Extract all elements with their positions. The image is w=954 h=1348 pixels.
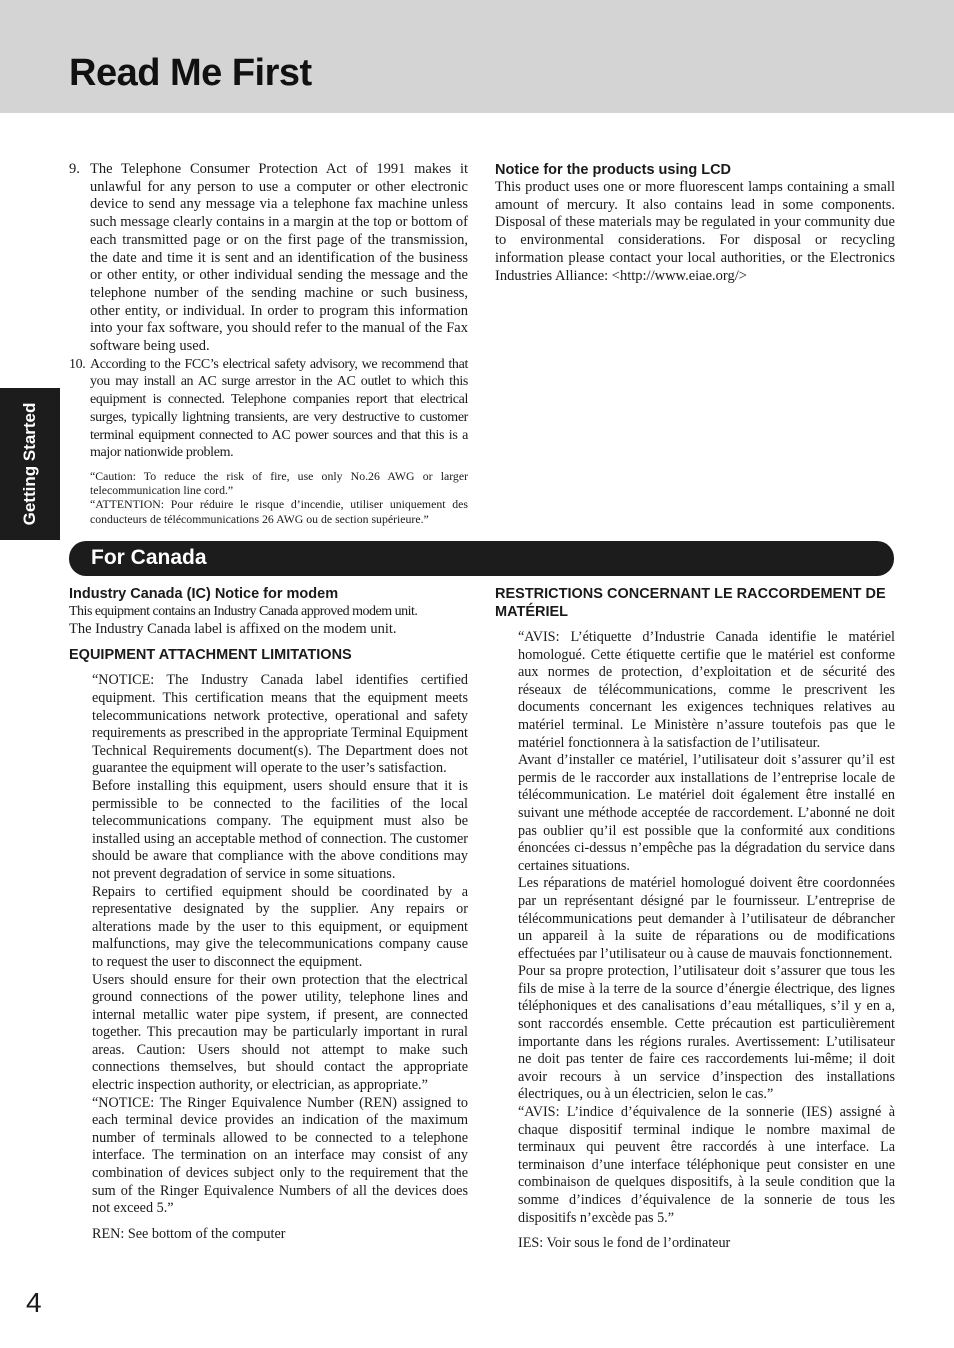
caution-french: “ATTENTION: Pour réduire le risque d’incendie, utiliser uniquement des conducteurs de télécommunications 26 AWG ou de section supérieure.” [90, 497, 468, 526]
page-title: Read Me First [69, 52, 312, 94]
left-bottom-column [69, 585, 468, 1243]
avis-paragraph: Pour sa propre protection, l’utilisateur doit s’assurer que tous les fils de mise à la terre de la source d’énergie électrique, des lignes téléphoniques et des canalisations d’eau métalliques, s’il y en a, sont raccordés ensemble. Cette précaution est particulièrement importante dans les régions rurales. Avertissement: L’utilisateur ne doit pas tenter de faire ces raccordements lui-même; il doit avoir recours à un service d’inspection des installations électriques, ou à un électricien, selon le cas.” [518, 963, 895, 1103]
ic-notice-line-2: The Industry Canada label is affixed on the modem unit. [69, 620, 397, 637]
equipment-limitations-heading: EQUIPMENT ATTACHMENT LIMITATIONS [69, 647, 352, 664]
avis-paragraph: Les réparations de matériel homologué doivent être coordonnées par un représentant désigné par le fournisseur. L’entreprise de télécommunications peut demander à l’utilisateur de débrancher un appareil à la suite de réparations ou de modifications effectuées par l’utilisateur ou à cause de mauvais fonctionnement. [518, 875, 895, 962]
list-item-9 [69, 161, 468, 356]
lcd-notice-body: This product uses one or more fluorescent lamps containing a small amount of mercury. It also contains lead in some components. Disposal of these materials may be regulated in your community due to environmental considerations. For disposal or recycling information please contact your local authorities, or the Electronics Industries Alliance: <http://www.eiae.org/> [495, 179, 895, 284]
ren-location-note: REN: See bottom of the computer [92, 1225, 286, 1242]
restrictions-body [495, 629, 895, 1253]
notice-paragraph: Before installing this equipment, users should ensure that it is permissible to be connected to the facilities of the local telecommunications company. The equipment must also be installed using an acceptable method of connection. The customer should be aware that compliance with the above conditions may not prevent degradation of service in some situations. [92, 777, 468, 882]
side-tab-label: Getting Started [20, 402, 39, 526]
caution-english: “Caution: To reduce the risk of fire, use only No.26 AWG or larger telecommunication line cord.” [90, 468, 468, 498]
section-banner-title: For Canada [91, 546, 207, 569]
notice-paragraph: Repairs to certified equipment should be coordinated by a representative designated by the supplier. Any repairs or alterations made by the user to this equipment, or equipment malfunctions, may give the telecommunications company cause to request the user to disconnect the equipment. [92, 883, 468, 970]
ies-location-note: IES: Voir sous le fond de l’ordinateur [518, 1235, 731, 1252]
notice-paragraph: “NOTICE: The Ringer Equivalence Number (REN) assigned to each terminal device provides an indication of the maximum number of terminals allowed to be connected to a telephone interface. The termination on an interface may consist of any combination of devices subject only to the requirement that the sum of the Ringer Equivalence Numbers of all the devices does not exceed 5.” [92, 1094, 468, 1217]
right-top-column [495, 161, 895, 285]
section-side-tab [0, 388, 60, 540]
ic-notice-heading: Industry Canada (IC) Notice for modem [69, 586, 339, 602]
item-text: According to the FCC’s electrical safety advisory, we recommend that you may install an AC surge arrestor in the AC outlet to which this equipment is connected. Telephone companies report that electrical surges, typically lightning transients, are very destructive to customer terminal equipment connected to AC power sources and that this is a major nationwide problem. [90, 356, 468, 461]
list-item-10 [69, 356, 468, 462]
right-bottom-column [495, 585, 895, 1253]
page-header [0, 0, 954, 113]
avis-paragraph: “AVIS: L’étiquette d’Industrie Canada identifie le matériel homologué. Cette étiquette certifie que le matériel est conforme aux normes de protection, d’exploitation et de sécurité des réseaux de télécommunications, comme le prescrivent les documents concernant les exigences techniques relatives au matériel terminal. Le Ministère n’assure toutefois pas que le matériel fonctionnera à la satisfaction de l’utilisateur. [518, 629, 895, 751]
notice-paragraph: Users should ensure for their own protection that the electrical ground connections of the power utility, telephone lines and internal metallic water pipe system, if present, are connected together. This precaution may be particularly important in rural areas. Caution: Users should not attempt to make such connections themselves, but should contact the appropriate electric inspection authority, or electrician, as appropriate.” [92, 971, 468, 1094]
item-text: The Telephone Consumer Protection Act of 1991 makes it unlawful for any person to use a computer or other electronic device to send any message via a telephone fax machine unless such message clearly contains in a margin at the top or bottom of each transmitted page or on the first page of the transmission, the date and time it is sent and an identification of the business or other entity, or other individual sending the message and the telephone number of the sending machine or such business, other entity, or individual. In order to program this information into your fax software, you should refer to the manual of the Fax software being used. [90, 161, 468, 355]
avis-paragraph: “AVIS: L’indice d’équivalence de la sonnerie (IES) assigné à chaque dispositif terminal indique le nombre maximal de terminaux qui peuvent être raccordés à une interface. La terminaison d’une interface téléphonique peut consister en une combinaison de quelques dispositifs, à la seule condition que la somme d’indices d’équivalence de la sonnerie de tous les dispositifs n’excède pas 5.” [518, 1104, 895, 1226]
item-number: 10. [69, 356, 86, 372]
section-banner [69, 541, 894, 576]
left-top-column [69, 161, 468, 526]
restrictions-heading: RESTRICTIONS CONCERNANT LE RACCORDEMENT DE MATÉRIEL [495, 586, 886, 620]
equipment-limitations-body [69, 672, 468, 1243]
item-number: 9. [69, 161, 80, 177]
notice-paragraph: “NOTICE: The Industry Canada label identifies certified equipment. This certification means that the equipment meets telecommunications network protective, operational and safety requirements as prescribed in the appropriate Terminal Equipment Technical Requirements document(s). The Department does not guarantee the equipment will operate to the user’s satisfaction. [92, 672, 468, 777]
lcd-notice-heading: Notice for the products using LCD [495, 162, 732, 178]
avis-paragraph: Avant d’installer ce matériel, l’utilisateur doit s’assurer qu’il est permis de le raccorder aux installations de l’entreprise locale de télécommunication. Le matériel doit également être installé en suivant une méthode acceptée de raccordement. L’abonné ne doit pas oublier qu’il est possible que la conformité aux conditions énoncées ci-dessus n’empêche pas la dégradation du service dans certaines situations. [518, 752, 895, 874]
page-number: 4 [26, 1287, 42, 1318]
ic-notice-line-1: This equipment contains an Industry Canada approved modem unit. [69, 604, 418, 619]
